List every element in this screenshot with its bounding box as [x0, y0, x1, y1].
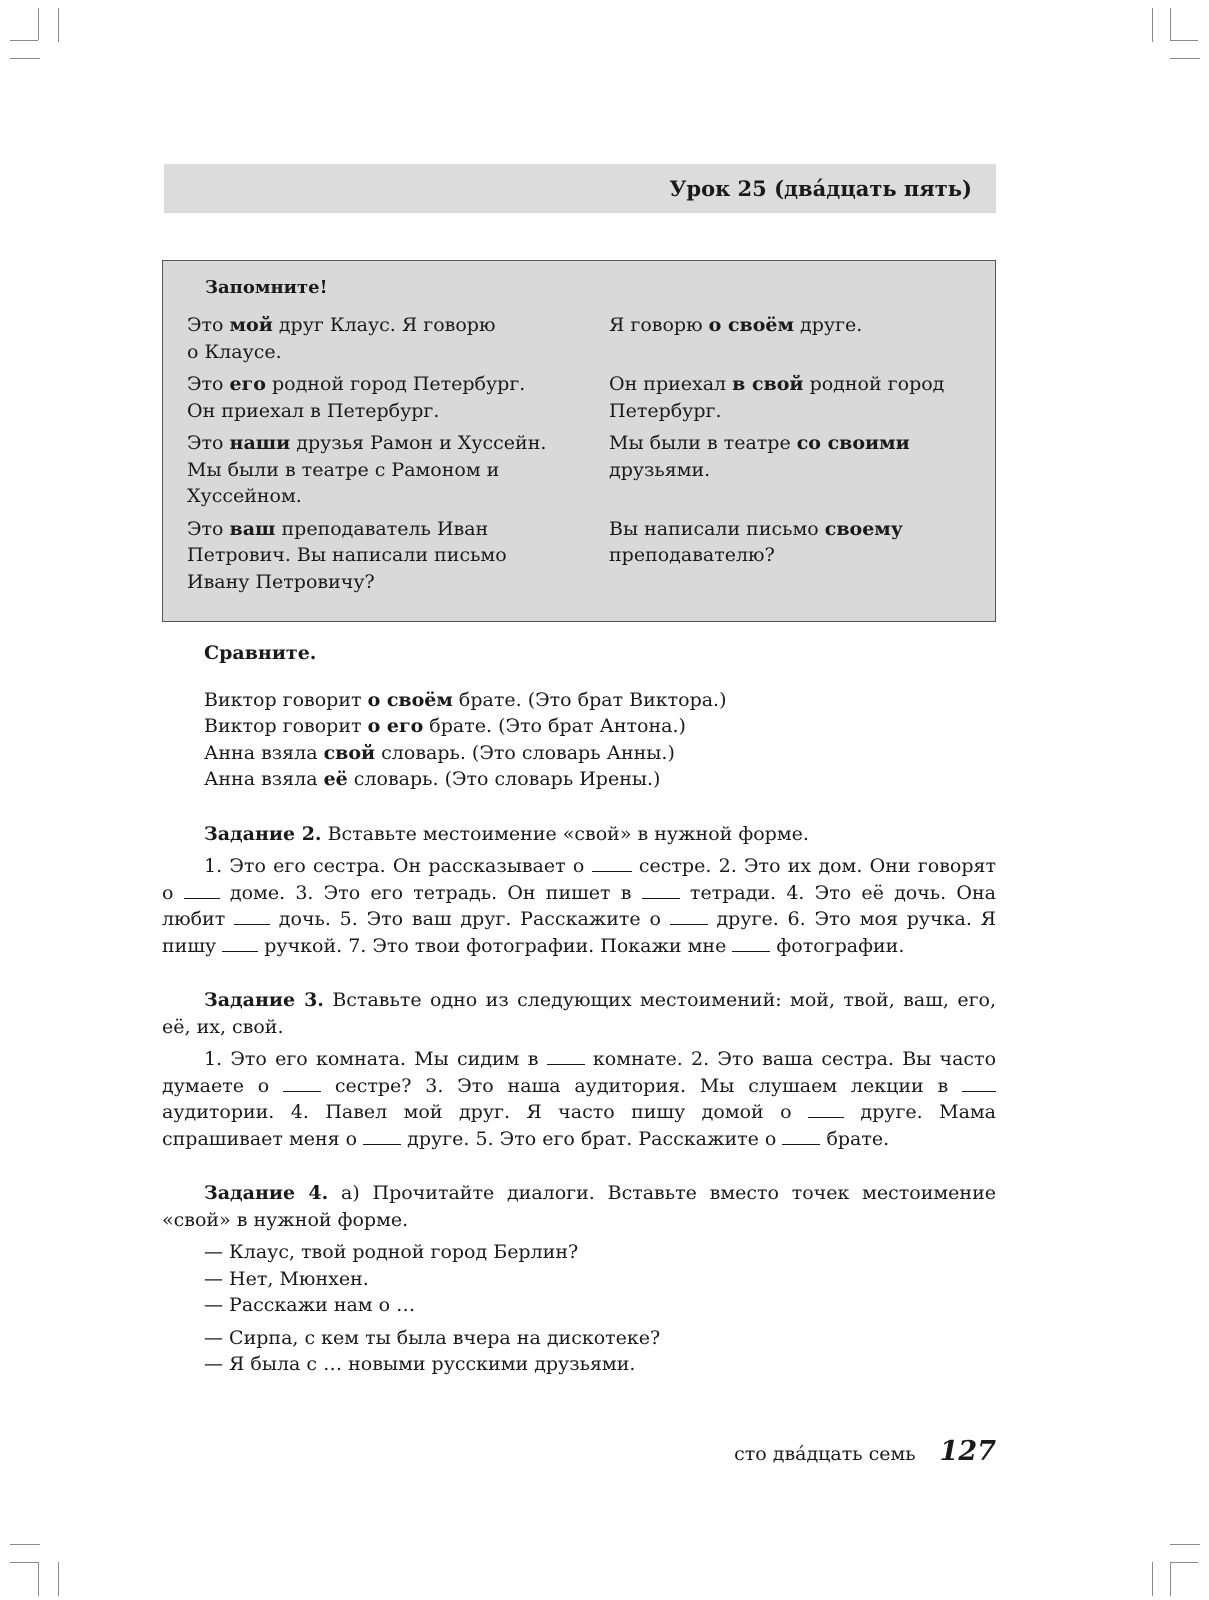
compare-lines	[162, 687, 996, 793]
task2-body	[162, 853, 996, 959]
lesson-header	[164, 164, 996, 213]
remember-example	[187, 430, 609, 510]
bold-text: со своими	[796, 432, 910, 454]
text: родной город Петербург.	[265, 373, 526, 395]
remember-example	[187, 371, 609, 424]
text: 1. Это его сестра. Он рассказывает о	[204, 855, 592, 877]
fill-in-blank[interactable]	[222, 937, 258, 952]
task3-heading	[162, 987, 996, 1040]
text: друге. 6. Это моя ручка. Я пишу	[162, 908, 997, 957]
dialog-line: — Я была с … новыми русскими друзьями.	[204, 1353, 636, 1375]
text: друг Клаус. Я говорю	[272, 314, 496, 336]
compare-line	[162, 713, 996, 740]
dialog-2	[162, 1325, 996, 1378]
text: сестре. 2. Это их дом. Они говорят о	[162, 855, 996, 904]
text: Ивану Петровичу?	[187, 570, 375, 593]
text: брате.	[820, 1127, 890, 1150]
main-content	[162, 640, 996, 1378]
text: брате. (Это брат Антона.)	[423, 715, 686, 737]
text: Это	[187, 517, 230, 540]
fill-in-blank[interactable]	[547, 1050, 585, 1065]
text: преподаватель Иван	[275, 517, 489, 540]
text: тетради. 4. Это её дочь. Она любит	[162, 881, 996, 930]
fill-in-blank[interactable]	[962, 1077, 996, 1092]
bold-text: наши	[229, 432, 291, 454]
text: Он приехал в Петербург.	[187, 399, 440, 422]
text: Я говорю	[609, 314, 709, 336]
bold-text: свой	[323, 741, 376, 764]
remember-box	[162, 260, 996, 622]
dialog-line: — Нет, Мюнхен.	[204, 1267, 369, 1290]
text: друге. 5. Это его брат. Расскажите о	[401, 1127, 783, 1150]
text: а) Прочитайте диалоги. Вставьте вместо точек местоимение «свой» в нужной форме.	[162, 1182, 996, 1231]
bold-text: в свой	[732, 373, 804, 395]
text: Вы написали письмо	[609, 517, 825, 540]
lesson-title: Урок 25 (два́дцать пять)	[669, 176, 972, 201]
task4-heading	[162, 1180, 996, 1233]
text: Виктор говорит	[204, 688, 368, 711]
fill-in-blank[interactable]	[808, 1103, 844, 1118]
text: Петербург.	[609, 399, 722, 422]
fill-in-blank[interactable]	[363, 1130, 401, 1145]
fill-in-blank[interactable]	[592, 857, 632, 872]
text: брате. (Это брат Виктора.)	[452, 688, 727, 711]
text: доме. 3. Это его тетрадь. Он пишет в	[219, 881, 642, 904]
text: аудитории. 4. Павел мой друг. Я часто пишу домой о	[162, 1101, 808, 1123]
text: Хуссейном.	[187, 485, 302, 507]
text: 1. Это его комната. Мы сидим в	[204, 1048, 547, 1070]
text: преподавателю?	[609, 544, 775, 566]
page-footer	[600, 1436, 996, 1467]
bold-text: о своём	[367, 688, 453, 711]
remember-title: Запомните!	[205, 277, 328, 298]
compare-title: Сравните.	[204, 642, 317, 664]
text: о Клаусе.	[187, 340, 282, 363]
text: Вставьте местоимение «свой» в нужной форме.	[321, 822, 809, 845]
bold-text: её	[323, 768, 348, 790]
fill-in-blank[interactable]	[234, 910, 270, 925]
fill-in-blank[interactable]	[642, 884, 680, 899]
text: Анна взяла	[204, 741, 324, 764]
bold-text: о его	[367, 715, 424, 737]
dialog-line: — Сирпа, с кем ты была вчера на дискотеке?	[204, 1326, 661, 1349]
remember-example	[187, 312, 609, 365]
page-number: 127	[939, 1436, 996, 1467]
bold-text: мой	[229, 314, 273, 336]
bold-text: о своём	[708, 314, 794, 336]
text: Это	[187, 432, 230, 454]
remember-svoy-example	[609, 430, 999, 510]
fill-in-blank[interactable]	[283, 1077, 321, 1092]
compare-line	[162, 740, 996, 767]
text: дочь. 5. Это ваш друг. Расскажите о	[270, 908, 670, 930]
text: фотографии.	[770, 934, 905, 957]
text: Он приехал	[609, 373, 733, 395]
remember-example	[187, 516, 609, 596]
remember-svoy-example	[609, 516, 999, 596]
bold-text: Задание 2.	[204, 822, 322, 845]
remember-svoy-example	[609, 312, 999, 365]
dialog-line: — Клаус, твой родной город Берлин?	[204, 1241, 579, 1263]
fill-in-blank[interactable]	[732, 937, 770, 952]
text: Это	[187, 373, 230, 395]
text: Вставьте одно из следующих местоимений: мой, твой, ваш, его, её, их, свой.	[162, 989, 997, 1038]
bold-text: Задание 4.	[204, 1182, 329, 1204]
bold-text: ваш	[229, 517, 276, 540]
text: словарь. (Это словарь Ирены.)	[347, 768, 661, 790]
page-number-words: сто два́дцать семь	[734, 1443, 916, 1465]
task3-body	[162, 1046, 996, 1152]
fill-in-blank[interactable]	[184, 884, 220, 899]
text: Это	[187, 314, 230, 336]
text: Петрович. Вы написали письмо	[187, 544, 507, 566]
compare-line	[162, 766, 996, 793]
remember-pairs	[187, 312, 971, 595]
text: родной город	[803, 373, 945, 395]
text: Виктор говорит	[204, 715, 368, 737]
bold-text: Задание 3.	[204, 989, 324, 1011]
text: Анна взяла	[204, 768, 324, 790]
text: Мы были в театре	[609, 432, 797, 454]
text: комнате. 2. Это ваша сестра. Вы часто думаете о	[162, 1048, 997, 1097]
dialog-1	[162, 1239, 996, 1319]
fill-in-blank[interactable]	[670, 910, 708, 925]
text: друге.	[794, 314, 863, 336]
text: друге. Мама спрашивает меня о	[162, 1101, 996, 1150]
text: сестре? 3. Это наша аудитория. Мы слушаем лекции в	[321, 1074, 962, 1097]
fill-in-blank[interactable]	[782, 1130, 820, 1145]
task2-heading	[162, 821, 996, 848]
bold-text: своему	[824, 517, 903, 540]
bold-text: его	[229, 373, 266, 395]
compare-line	[162, 687, 996, 714]
text: словарь. (Это словарь Анны.)	[375, 741, 675, 764]
dialog-line: — Расскажи нам о …	[204, 1294, 416, 1316]
text: друзья Рамон и Хуссейн.	[290, 432, 547, 454]
text: ручкой. 7. Это твои фотографии. Покажи мне	[258, 934, 733, 957]
remember-svoy-example	[609, 371, 999, 424]
text: друзьями.	[609, 458, 711, 481]
text: Мы были в театре с Рамоном и	[187, 458, 500, 481]
